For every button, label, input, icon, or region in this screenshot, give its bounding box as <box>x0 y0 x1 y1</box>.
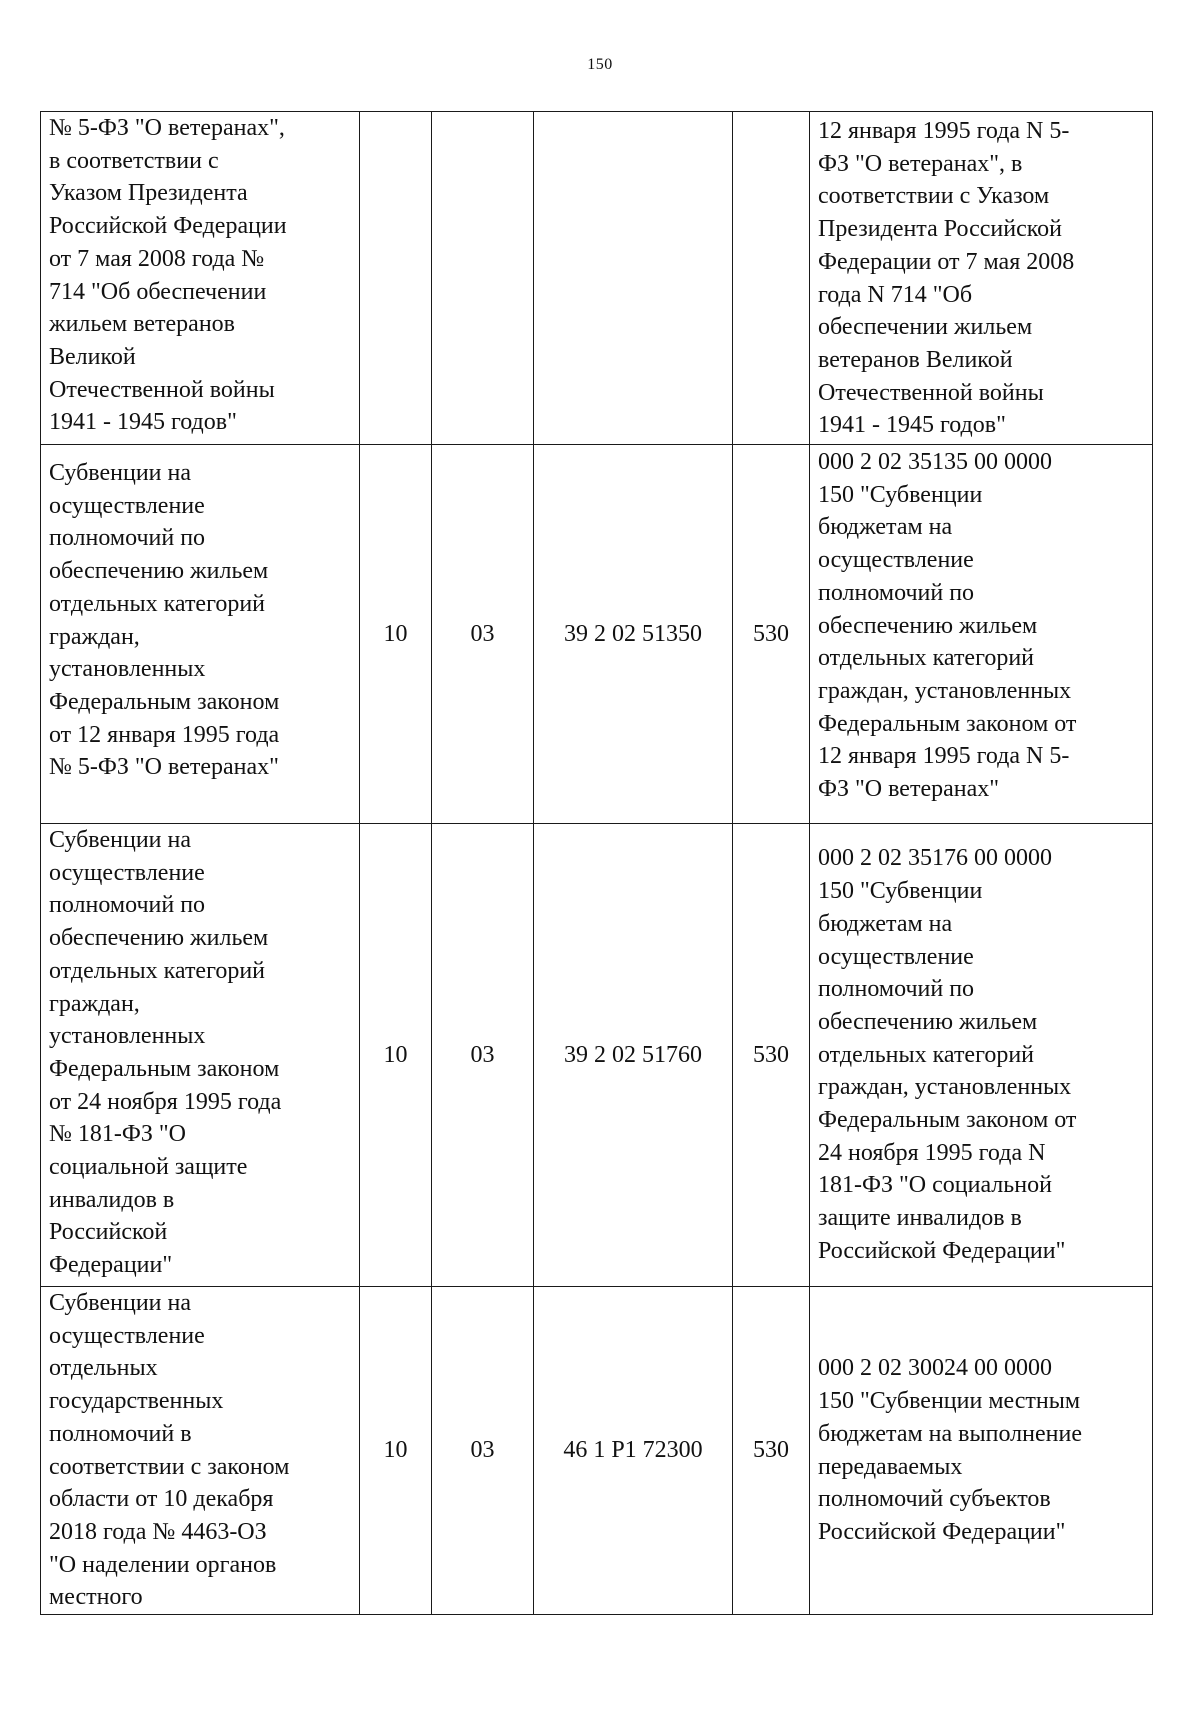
revenue-desc-cell: 000 2 02 35135 00 0000 150 "Субвенции бюджетам на осуществление полномочий по обеспечению жильем отдельных категорий граждан, установленных Федеральным законом от 12 января 1995 года N 5- ФЗ "О ветеранах" <box>810 445 1153 824</box>
table-row <box>41 1287 1153 1615</box>
subsection-cell: 03 <box>432 1287 534 1615</box>
row-name-cell: Субвенции на осуществление полномочий по обеспечению жильем отдельных категорий граждан, установленных Федеральным законом от 24 ноября 1995 года № 181-ФЗ "О социальной защите инвалидов в Российской Федерации" <box>41 824 360 1287</box>
target-code-cell: 39 2 02 51760 <box>534 824 733 1287</box>
revenue-desc-cell: 000 2 02 35176 00 0000 150 "Субвенции бюджетам на осуществление полномочий по обеспечению жильем отдельных категорий граждан, установленных Федеральным законом от 24 ноября 1995 года N 181-ФЗ "О социальной защите инвалидов в Российской Федерации" <box>810 824 1153 1287</box>
subsection-cell: 03 <box>432 824 534 1287</box>
target-code-cell <box>534 112 733 445</box>
subsection-cell <box>432 112 534 445</box>
subsection-cell: 03 <box>432 445 534 824</box>
table-row <box>41 445 1153 824</box>
row-name-cell: Субвенции на осуществление отдельных государственных полномочий в соответствии с законом области от 10 декабря 2018 года № 4463-ОЗ "О наделении органов местного <box>41 1287 360 1615</box>
section-cell <box>360 112 432 445</box>
section-cell: 10 <box>360 1287 432 1615</box>
revenue-desc-cell: 000 2 02 30024 00 0000 150 "Субвенции местным бюджетам на выполнение передаваемых полномочий субъектов Российской Федерации" <box>810 1287 1153 1615</box>
target-code-cell: 39 2 02 51350 <box>534 445 733 824</box>
table-row <box>41 824 1153 1287</box>
table-row <box>41 112 1153 445</box>
section-cell: 10 <box>360 445 432 824</box>
row-name-cell: Субвенции на осуществление полномочий по обеспечению жильем отдельных категорий граждан, установленных Федеральным законом от 12 января 1995 года № 5-ФЗ "О ветеранах" <box>41 445 360 824</box>
revenue-desc-cell: 12 января 1995 года N 5- ФЗ "О ветеранах", в соответствии с Указом Президента Российской Федерации от 7 мая 2008 года N 714 "Об обеспечении жильем ветеранов Великой Отечественной войны 1941 - 1945 годов" <box>810 112 1153 445</box>
expense-type-cell: 530 <box>733 1287 810 1615</box>
row-name-cell: № 5-ФЗ "О ветеранах", в соответствии с Указом Президента Российской Федерации от 7 мая 2008 года № 714 "Об обеспечении жильем ветеранов Великой Отечественной войны 1941 - 1945 годов" <box>41 112 360 445</box>
expense-type-cell: 530 <box>733 445 810 824</box>
section-cell: 10 <box>360 824 432 1287</box>
page-number: 150 <box>587 56 613 73</box>
budget-table <box>40 111 1153 1615</box>
expense-type-cell: 530 <box>733 824 810 1287</box>
expense-type-cell <box>733 112 810 445</box>
target-code-cell: 46 1 P1 72300 <box>534 1287 733 1615</box>
